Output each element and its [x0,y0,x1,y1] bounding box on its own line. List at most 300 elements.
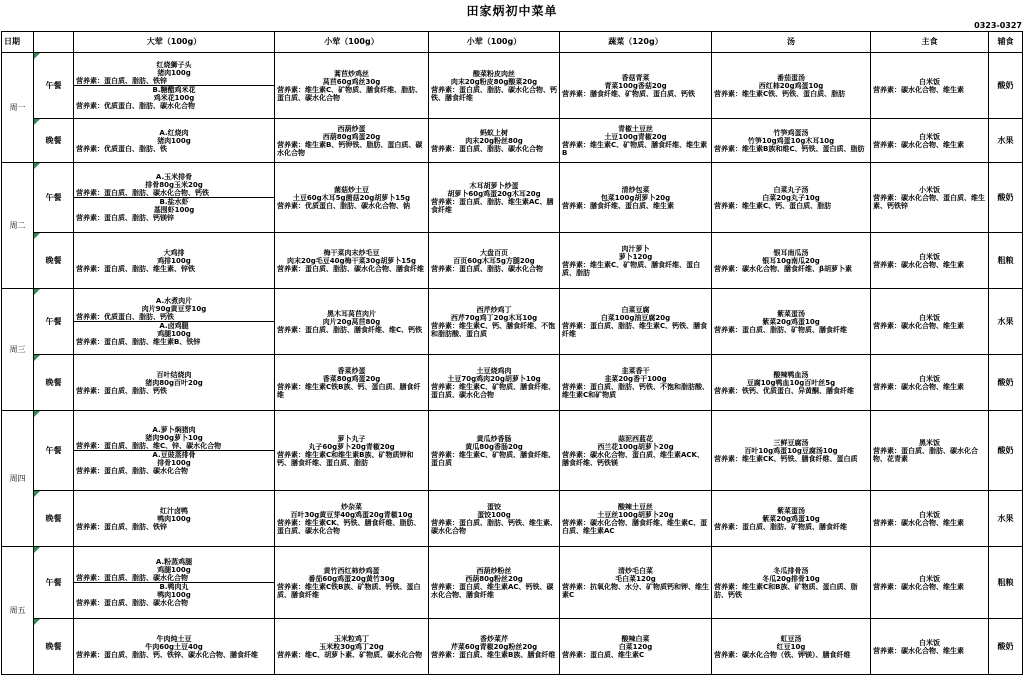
small2-dish-cell [429,619,560,675]
dish-nutrients: 营养素：蛋白质、脂肪、维C、锌、碳水化合物 [76,442,222,450]
dish-nutrients: 营养素：蛋白质、脂肪、碳水化合物 [431,144,543,153]
small2-dish-cell [429,547,560,619]
dish-ingredients: 丸子60g萝卜20g青椒20g [308,442,395,451]
big-dish-option [74,321,274,346]
staple-cell [871,619,989,675]
dish-ingredients: 土豆70g鸡肉20g胡萝卜10g [447,374,541,383]
meal-row [2,289,1023,355]
extra-cell: 粗粮 [989,233,1023,289]
dish-nutrients: 营养素：优质蛋白、脂肪、铁 [76,144,167,153]
staple-name: 白米饭 [919,638,940,647]
header-small1: 小荤（100g） [275,32,429,53]
dish-nutrients: 营养素：蛋白质、脂肪、铁锌 [76,522,167,531]
dish-ingredients: 土豆100g青椒20g [604,132,667,141]
meal-label: 午餐 [34,163,74,233]
dish-nutrients: 营养素：维生素C、矿物质、膳食纤维、蛋白质、脂肪 [562,260,701,277]
dish-ingredients: 白菜20g丸子10g [762,193,820,202]
dish-ingredients: 白菜100g油豆腐20g [600,313,671,322]
meal-row [2,233,1023,289]
dish-nutrients: 营养素：铁钙、优质蛋白、异黄酮、膳食纤维 [714,386,854,395]
dish-name: 香菜炒蛋 [337,366,366,375]
big-dish-option [76,173,272,197]
staple-name: 白米饭 [919,374,940,383]
dish-name: B.糖醋鸡米花 [152,86,196,94]
dish-name: 竹笋鸡蛋汤 [773,128,809,137]
staple-name: 白米饭 [919,510,940,519]
small2-dish-cell [429,163,560,233]
dish-name: 虹豆汤 [780,634,802,643]
meal-label: 午餐 [34,411,74,491]
dish-nutrients: 营养素：维生素C、钙、膳食纤维、不饱和脂肪酸、蛋白质 [431,321,556,338]
meal-label: 晚餐 [34,119,74,163]
dish-name: 西芹炒鸡丁 [476,305,512,314]
big-dish-option [76,129,272,153]
dish-nutrients: 营养素：蛋白质、脂肪、碳水化合物、膳食纤维 [277,264,424,273]
header-staple: 主食 [871,32,989,53]
extra-cell: 水果 [989,289,1023,355]
dish-nutrients: 营养素：维生素C、矿物质、膳食纤维、蛋白质、碳水化合物 [431,382,556,399]
small1-dish-cell [275,411,429,491]
dish-ingredients: 红豆10g [776,642,806,651]
dish-ingredients: 毛白菜120g [615,574,656,583]
dish-nutrients: 营养素：维生素C、矿物质、膳食纤维、维生素B [562,140,708,157]
week-code: 0323-0327 [974,21,1022,30]
dish-nutrients: 营养素：蛋白质、脂肪、维生素AC、膳食纤维 [431,197,554,214]
dish-ingredients: 鸡排100g [157,256,191,265]
big-dish-cell [74,119,275,163]
dish-nutrients: 营养素：蛋白质、脂肪、钙、铁锌、碳水化合物、膳食纤维 [76,650,258,659]
dish-name: 韭菜香干 [621,366,650,375]
big-dish-option [74,85,274,110]
big-dish-option [76,507,272,531]
staple-cell [871,233,989,289]
staple-cell [871,289,989,355]
dish-nutrients: 营养素：蛋白质、脂肪、钙铁、维生素、碳水化合物 [431,518,557,535]
meal-label: 晚餐 [34,355,74,411]
dish-name: 清炒包菜 [621,185,650,194]
dish-nutrients: 营养素：维生素C和维生素B族、矿物质钾和钙、膳食纤维、蛋白质、脂肪 [277,450,414,467]
dish-ingredients: 排骨80g玉米20g [145,181,203,189]
big-dish-cell [74,289,275,355]
dish-nutrients: 营养素：蛋白质、脂肪、碳水化合物 [76,574,188,582]
small2-dish-cell [429,289,560,355]
dish-name: 香炒菜芹 [480,634,508,643]
dish-ingredients: 西芹70g鸡丁20g木耳10g [450,313,538,322]
dish-ingredients: 鸡米花100g [153,94,195,102]
dish-ingredients: 猪肉90g萝卜10g [145,434,203,442]
staple-name: 小米饭 [919,185,940,194]
dish-name: 玉米粒鸡丁 [334,634,369,643]
dish-name: B.鸭肉丸 [159,583,189,591]
dish-ingredients: 土豆60g木耳5g菌菇20g胡萝卜15g [292,193,411,202]
dish-ingredients: 肉片20g莴苣80g [322,317,381,326]
dish-nutrients: 营养素：蛋白质、脂肪、碳水化合物 [76,467,188,475]
dish-ingredients: 肉末20g粉丝80g [465,136,523,145]
dish-nutrients: 营养素：膳食纤维、矿物质、蛋白质、钙铁 [562,89,695,98]
dish-ingredients: 蛋饺100g [477,510,511,519]
extra-cell: 水果 [989,119,1023,163]
dish-name: 肉汁萝卜 [621,244,650,253]
extra-cell: 酸奶 [989,355,1023,411]
meal-label: 午餐 [34,547,74,619]
dish-name: 红烧狮子头 [156,61,192,69]
big-dish-cell [74,233,275,289]
dish-ingredients: 番茄60g鸡蛋20g黄竹30g [308,574,395,583]
page-title: 田家炳初中菜单 [466,4,558,18]
dish-name: A.水煮肉片 [155,297,193,305]
dish-nutrients: 营养素：蛋白质、脂肪、维生素、锌铁 [76,264,195,273]
small2-dish-cell [429,53,560,119]
big-dish-cell [74,411,275,491]
dish-ingredients: 韭菜20g香干100g [604,374,667,383]
soup-dish-cell [712,289,871,355]
big-dish-option [76,371,272,395]
dish-name: 西葫炒粉丝 [476,566,512,575]
dish-ingredients: 西兰花100g胡萝卜20g [597,442,674,451]
dish-ingredients: 西葫80g鸡蛋20g [322,132,381,141]
dish-name: 炒杂菜 [341,502,362,511]
soup-dish-cell [712,233,871,289]
small2-dish-cell [429,233,560,289]
small2-dish-cell [429,119,560,163]
header-meal [34,32,74,53]
extra-cell: 酸奶 [989,619,1023,675]
dish-nutrients: 营养素：维生素C、矿物质、膳食纤维、脂肪、蛋白质、碳水化合物 [277,85,423,102]
big-dish-option [74,197,274,222]
dish-name: 黄竹西红柿炒鸡蛋 [323,566,380,575]
dish-nutrients: 营养素：蛋白质、脂肪、碳水化合物 [431,264,543,273]
staple-cell [871,547,989,619]
small1-dish-cell [275,289,429,355]
dish-name: 黄瓜炒香肠 [476,434,512,443]
staple-cell [871,355,989,411]
small1-dish-cell [275,619,429,675]
small1-dish-cell [275,233,429,289]
extra-cell: 酸奶 [989,411,1023,491]
dish-ingredients: 肉末20g粉皮80g酸菜20g [450,77,538,86]
dish-nutrients: 营养素：维生素C、钙、蛋白质、脂肪 [714,201,832,210]
dish-name: 酸菜粉皮肉丝 [473,69,515,78]
dish-ingredients: 竹笋10g鸡蛋10g木耳10g [747,136,835,145]
staple-name: 白米饭 [919,77,940,86]
header-small2: 小荤（100g） [429,32,560,53]
dish-nutrients: 营养素：抗氧化物、水分、矿物质钙和钾、维生素C [562,582,709,599]
dish-ingredients: 香菜80g鸡蛋20g [322,374,381,383]
veg-dish-cell [560,355,712,411]
dish-ingredients: 冬瓜20g排骨10g [762,574,820,583]
dish-nutrients: 营养素：维生素C铁B族、矿物质、钙铁、蛋白质、膳食纤维 [277,582,421,599]
soup-dish-cell [712,619,871,675]
meal-row [2,119,1023,163]
small1-dish-cell [275,547,429,619]
veg-dish-cell [560,411,712,491]
big-dish-cell [74,547,275,619]
big-dish-option [74,450,274,475]
dish-ingredients: 基围虾100g [153,206,195,214]
dish-name: A.萝卜焖猪肉 [152,426,196,434]
veg-dish-cell [560,119,712,163]
dish-nutrients: 营养素：蛋白质、脂肪、碳水化合物 [76,599,188,607]
dish-name: 红汁卤鸭 [160,506,188,515]
small1-dish-cell [275,491,429,547]
dish-nutrients: 营养素：维生素B族和维C、钙铁、蛋白质、脂肪 [714,144,865,153]
dish-nutrients: 营养素：维C、胡萝卜素、矿物质、碳水化合物 [277,650,423,659]
meal-row [2,355,1023,411]
dish-ingredients: 鸡腿100g [157,330,191,338]
big-dish-option [76,249,272,273]
dish-nutrients: 营养素：蛋白质、脂肪、维生素B、铁锌 [76,338,201,346]
dish-nutrients: 营养素：优质蛋白、脂肪、碳水化合物、钠 [277,201,410,210]
big-dish-option [76,297,272,321]
big-dish-option [76,558,272,582]
staple-name: 白米饭 [919,313,940,322]
dish-nutrients: 营养素：蛋白质、脂肪、膳食纤维、维C、钙铁 [277,325,423,334]
header-row [2,32,1023,53]
header-big: 大荤（100g） [74,32,275,53]
meal-row [2,619,1023,675]
dish-nutrients: 营养素：维生素C和B族、矿物质、蛋白质、脂肪、钙铁 [714,582,858,599]
day-label: 周三 [2,289,34,411]
meal-label: 午餐 [34,53,74,119]
dish-ingredients: 百页60g木耳5g方腿20g [453,256,535,265]
meal-label: 晚餐 [34,619,74,675]
staple-nutrients: 营养素：碳水化合物、维生素 [873,260,964,269]
dish-ingredients: 百叶30g黄豆芽40g鸡蛋20g青椒10g [290,510,413,519]
dish-name: 大鸡排 [163,248,185,257]
big-dish-cell [74,491,275,547]
dish-name: 蚂蚁上树 [480,128,508,137]
dish-nutrients: 营养素：维生素C、矿物质、膳食纤维、蛋白质 [431,450,556,467]
dish-name: 牛肉炖土豆 [156,634,192,643]
meal-row [2,411,1023,491]
dish-name: 萝卜丸子 [337,434,366,443]
dish-name: 土豆烧鸡肉 [476,366,512,375]
big-dish-option [74,582,274,607]
staple-nutrients: 营养素：碳水化合物、维生素 [873,85,964,94]
dish-nutrients: 营养素：蛋白质、维生素C [562,650,645,659]
staple-cell [871,163,989,233]
staple-nutrients: 营养素：碳水化合物、维生素 [873,140,964,149]
dish-nutrients: 营养素：蛋白质、脂肪、铁锌 [76,77,167,85]
dish-name: 银耳南瓜汤 [773,248,809,257]
dish-nutrients: 营养素：蛋白质、脂肪、碳水化合物、钙铁、膳食纤维 [431,85,557,102]
dish-name: 西葫炒蛋 [337,124,366,133]
dish-ingredients: 牛肉60g土豆40g [145,642,203,651]
meal-label: 午餐 [34,289,74,355]
dish-name: 梅干菜肉末炒毛豆 [323,248,380,257]
dish-name: 大盘百页 [480,248,508,257]
dish-ingredients: 黄瓜80g香肠20g [465,442,523,451]
dish-nutrients: 营养素：蛋白质、脂肪、钙镁锌 [76,214,174,222]
dish-name: 木耳胡萝卜炒蛋 [469,181,519,190]
dish-ingredients: 百叶10g鸡蛋10g豆腐汤10g [744,446,838,455]
dish-name: 紫菜蛋汤 [777,506,805,515]
small2-dish-cell [429,491,560,547]
day-label: 周二 [2,163,34,289]
dish-ingredients: 土豆丝100g胡萝卜20g [597,510,674,519]
dish-ingredients: 西红柿20g鸡蛋10g [758,81,824,90]
menu-body [2,53,1023,675]
dish-ingredients: 肉末20g毛豆40g梅干菜30g胡萝卜15g [286,256,416,265]
dish-name: 白菜丸子汤 [773,185,809,194]
big-dish-cell [74,355,275,411]
veg-dish-cell [560,619,712,675]
soup-dish-cell [712,355,871,411]
extra-cell: 粗粮 [989,547,1023,619]
dish-ingredients: 胡萝卜60g鸡蛋20g木耳20g [447,189,541,198]
dish-name: 菌菇炒土豆 [334,185,369,194]
staple-nutrients: 营养素：蛋白质、脂肪、碳水化合物、花青素 [873,446,978,463]
dish-name: 蒜泥西蓝花 [618,434,653,443]
dish-nutrients: 营养素：碳水化合物、膳食纤维、β胡萝卜素 [714,264,853,273]
staple-cell [871,411,989,491]
dish-name: 紫菜蛋汤 [777,309,805,318]
dish-nutrients: 营养素：优质蛋白、脂肪、碳水化合物 [76,102,195,110]
header-soup: 汤 [712,32,871,53]
dish-ingredients: 白菜120g [618,642,653,651]
staple-name: 白米饭 [919,132,940,141]
dish-ingredients: 玉米粒30g鸡丁20g [319,642,384,651]
small2-dish-cell [429,355,560,411]
dish-ingredients: 鸭肉100g [157,591,191,599]
header-veg: 蔬菜（120g） [560,32,712,53]
veg-dish-cell [560,233,712,289]
staple-nutrients: 营养素：碳水化合物、维生素 [873,646,964,655]
veg-dish-cell [560,547,712,619]
dish-ingredients: 紫菜20g鸡蛋10g [762,514,820,523]
meal-row [2,547,1023,619]
meal-label: 晚餐 [34,491,74,547]
staple-nutrients: 营养素：碳水化合物、维生素 [873,582,964,591]
dish-name: A.玉米排骨 [155,173,193,181]
soup-dish-cell [712,163,871,233]
soup-dish-cell [712,547,871,619]
dish-nutrients: 营养素：碳水化合物、蛋白质、维生素ACK、膳食纤维、钙铁镁 [562,450,704,467]
dish-ingredients: 猪肉100g [157,136,191,145]
meal-row [2,163,1023,233]
big-dish-option [76,426,272,450]
dish-name: 蛋饺 [487,502,501,511]
meal-row [2,53,1023,119]
small1-dish-cell [275,355,429,411]
dish-ingredients: 莴苣60g鸡丝30g [322,77,381,86]
dish-name: 酸辣土豆丝 [618,502,653,511]
veg-dish-cell [560,491,712,547]
dish-ingredients: 豆腐10g鸭血10g百叶丝5g [746,378,836,387]
dish-nutrients: 营养素：蛋白质、维生素B族、膳食纤维 [431,650,556,659]
veg-dish-cell [560,289,712,355]
staple-name: 黑米饭 [919,438,940,447]
staple-cell [871,491,989,547]
big-dish-cell [74,163,275,233]
staple-nutrients: 营养素：碳水化合物、蛋白质、维生素、钙铁锌 [873,193,985,210]
dish-name: 清炒毛白菜 [618,566,653,575]
small1-dish-cell [275,163,429,233]
small1-dish-cell [275,53,429,119]
day-label: 周一 [2,53,34,163]
dish-ingredients: 紫菜20g鸡蛋10g [762,317,820,326]
dish-nutrients: 营养素：蛋白质、脂肪、矿物质、膳食纤维 [714,522,847,531]
dish-name: B.盐水虾 [159,198,189,206]
staple-nutrients: 营养素：碳水化合物、维生素 [873,321,964,330]
dish-nutrients: 营养素：蛋白质、脂肪、矿物质、膳食纤维 [714,325,847,334]
dish-name: 百叶结烧肉 [156,370,192,379]
soup-dish-cell [712,411,871,491]
dish-nutrients: 营养素：蛋白质、脂肪、钙铁、不饱和脂肪酸、维生素C和矿物质 [562,382,709,399]
dish-ingredients: 青菜100g香菇20g [604,81,667,90]
veg-dish-cell [560,53,712,119]
staple-nutrients: 营养素：碳水化合物、维生素 [873,518,964,527]
staple-nutrients: 营养素：碳水化合物、维生素 [873,382,964,391]
dish-nutrients: 营养素：蛋白质、维生素AC、钙铁、碳水化合物、膳食纤维 [431,582,554,599]
header-extra: 辅食 [989,32,1023,53]
dish-name: A.豆豉蒸排骨 [152,451,196,459]
dish-nutrients: 营养素：碳水化合物（铁、钾镁）、膳食纤维 [714,650,851,659]
big-dish-cell [74,619,275,675]
dish-nutrients: 营养素：蛋白质、脂肪、钙铁 [76,386,167,395]
extra-cell: 酸奶 [989,163,1023,233]
meal-row [2,491,1023,547]
extra-cell: 水果 [989,491,1023,547]
meal-label: 晚餐 [34,233,74,289]
soup-dish-cell [712,119,871,163]
dish-ingredients: 西葫80g粉丝20g [465,574,523,583]
dish-nutrients: 营养素：维生素B、钙钾铁、脂肪、蛋白质、碳水化合物 [277,140,423,157]
dish-name: 酸辣白菜 [621,634,650,643]
dish-name: 蒿苣炒鸡丝 [334,69,369,78]
dish-name: A.卤鸡腿 [159,322,189,330]
header-day: 日期 [2,32,34,53]
big-dish-option [76,635,272,659]
dish-name: 番茄蛋汤 [777,73,805,82]
dish-nutrients: 营养素：膳食纤维、蛋白质、维生素 [562,201,674,210]
dish-name: 香菇青菜 [621,73,650,82]
dish-ingredients: 鸭肉100g [157,514,191,523]
dish-ingredients: 肉片90g黄豆芽10g [141,305,207,313]
dish-ingredients: 猪肉80g百叶20g [145,378,203,387]
dish-name: 酸辣鸭血汤 [773,370,809,379]
dish-nutrients: 营养素：蛋白质、脂肪、维生素C、钙铁、膳食纤维 [562,321,708,338]
soup-dish-cell [712,53,871,119]
dish-name: 青椒土豆丝 [618,124,653,133]
staple-cell [871,119,989,163]
extra-cell: 酸奶 [989,53,1023,119]
day-label: 周四 [2,411,34,547]
small2-dish-cell [429,411,560,491]
dish-ingredients: 芹菜60g青椒20g粉丝20g [450,642,538,651]
dish-name: 冬瓜排骨汤 [773,566,809,575]
dish-nutrients: 营养素：维生素CK、钙铁、膳食纤维、脂肪、蛋白质、碳水化合物 [277,518,421,535]
dish-nutrients: 营养素：维生素C铁、钙铁、蛋白质、脂肪 [714,89,846,98]
dish-nutrients: 营养素：维生素CK、钙铁、膳食纤维、蛋白质 [714,454,858,463]
staple-name: 白米饭 [919,252,940,261]
small1-dish-cell [275,119,429,163]
dish-nutrients: 营养素：优质蛋白、脂肪、钙铁 [76,313,174,321]
dish-name: A.红烧肉 [159,128,189,137]
dish-name: 三鲜豆腐汤 [773,438,809,447]
dish-nutrients: 营养素：蛋白质、脂肪、碳水化合物、钙铁 [76,189,209,197]
staple-cell [871,53,989,119]
big-dish-cell [74,53,275,119]
soup-dish-cell [712,491,871,547]
dish-ingredients: 鸡腿100g [157,566,191,574]
dish-name: 黑木耳莴苣肉片 [327,309,376,318]
dish-name: 白菜豆腐 [621,305,650,314]
dish-ingredients: 猪肉100g [157,69,191,77]
dish-nutrients: 营养素：碳水化合物、膳食纤维、维生素C、蛋白质、维生素AC [562,518,708,535]
dish-nutrients: 营养素：维生素C铁B族、钙、蛋白质、膳食纤维 [277,382,421,399]
dish-ingredients: 萝卜120g [618,252,653,261]
